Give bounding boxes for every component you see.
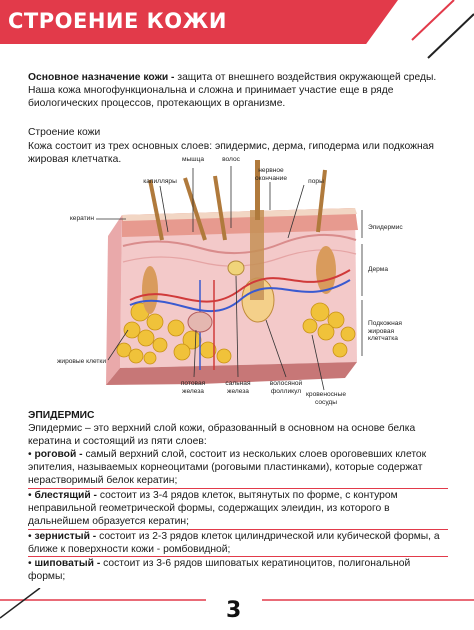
label-capillaries: капилляры	[143, 178, 177, 185]
label-blood-vessels: кровеносные сосуды	[306, 391, 346, 406]
layer-name: зернистый -	[34, 531, 97, 542]
layer-name: шиповатый -	[34, 558, 101, 569]
label-hair-follicle: волосяной фолликул	[269, 380, 303, 395]
layer-item	[28, 557, 448, 583]
layer-name: блестящий -	[34, 490, 97, 501]
layer-item	[28, 448, 448, 487]
page-number: 3	[226, 598, 242, 623]
label-sebaceous-gland: сальная железа	[225, 380, 251, 395]
bullet: •	[28, 449, 35, 460]
label-sweat-gland: потовая железа	[180, 380, 206, 395]
layer-item	[28, 530, 448, 556]
page-title: СТРОЕНИЕ КОЖИ	[8, 9, 227, 33]
label-keratin: кератин	[69, 215, 94, 222]
label-hair: волос	[222, 156, 240, 163]
structure-text: Кожа состоит из трех основных слоев: эпидермис, дерма, гиподерма или подкожная жировая клетчатка.	[28, 141, 434, 165]
bullet: •	[28, 531, 35, 542]
structure-heading: Строение кожи	[28, 127, 101, 138]
label-muscle: мышца	[181, 156, 204, 163]
layer-item	[28, 489, 448, 528]
bullet: •	[28, 558, 35, 569]
label-nerve-ending: нервное окончание	[254, 167, 288, 182]
intro-bold: Основное назначение кожи -	[28, 72, 175, 83]
bullet: •	[28, 490, 35, 501]
label-fat-cells: жировые клетки	[56, 358, 106, 365]
label-epidermis: Эпидермис	[368, 224, 403, 231]
epidermis-intro: Эпидермис – это верхний слой кожи, образованный в основном на основе белка кератина и состоящий из пяти слоев:	[28, 423, 416, 447]
layer-text: состоит из 3-6 рядов шиповатых кератиноцитов, полигональной формы;	[28, 558, 411, 582]
label-dermis: Дерма	[368, 266, 389, 273]
layer-name: роговой -	[34, 449, 83, 460]
layer-text: состоит из 2-3 рядов клеток цилиндрической или кубической формы, а ближе к поверхности кожи - ромбовидной;	[28, 531, 440, 555]
layer-text: самый верхний слой, состоит из нескольких слоев ороговевших клеток эпителия, называемых корнеоцитами (роговыми пластинками), которые содержат нерастворимый белок кератин;	[28, 449, 427, 486]
intro-text: защита от внешнего воздействия окружающей среды. Наша кожа многофункциональна и сложна и принимает участие еще в ряде биологических процессов, протекающих в организме.	[28, 72, 437, 109]
epidermis-heading: ЭПИДЕРМИС	[28, 410, 95, 421]
label-pores: поры	[308, 178, 324, 185]
label-subcutaneous-fat: Подкожная жировая клетчатка	[368, 320, 402, 342]
layer-text: состоит из 3-4 рядов клеток, вытянутых по форме, с контуром неправильной геометрической формы, содержащих элеидин, из которого в дальнейшем образуется кератин;	[28, 490, 398, 527]
